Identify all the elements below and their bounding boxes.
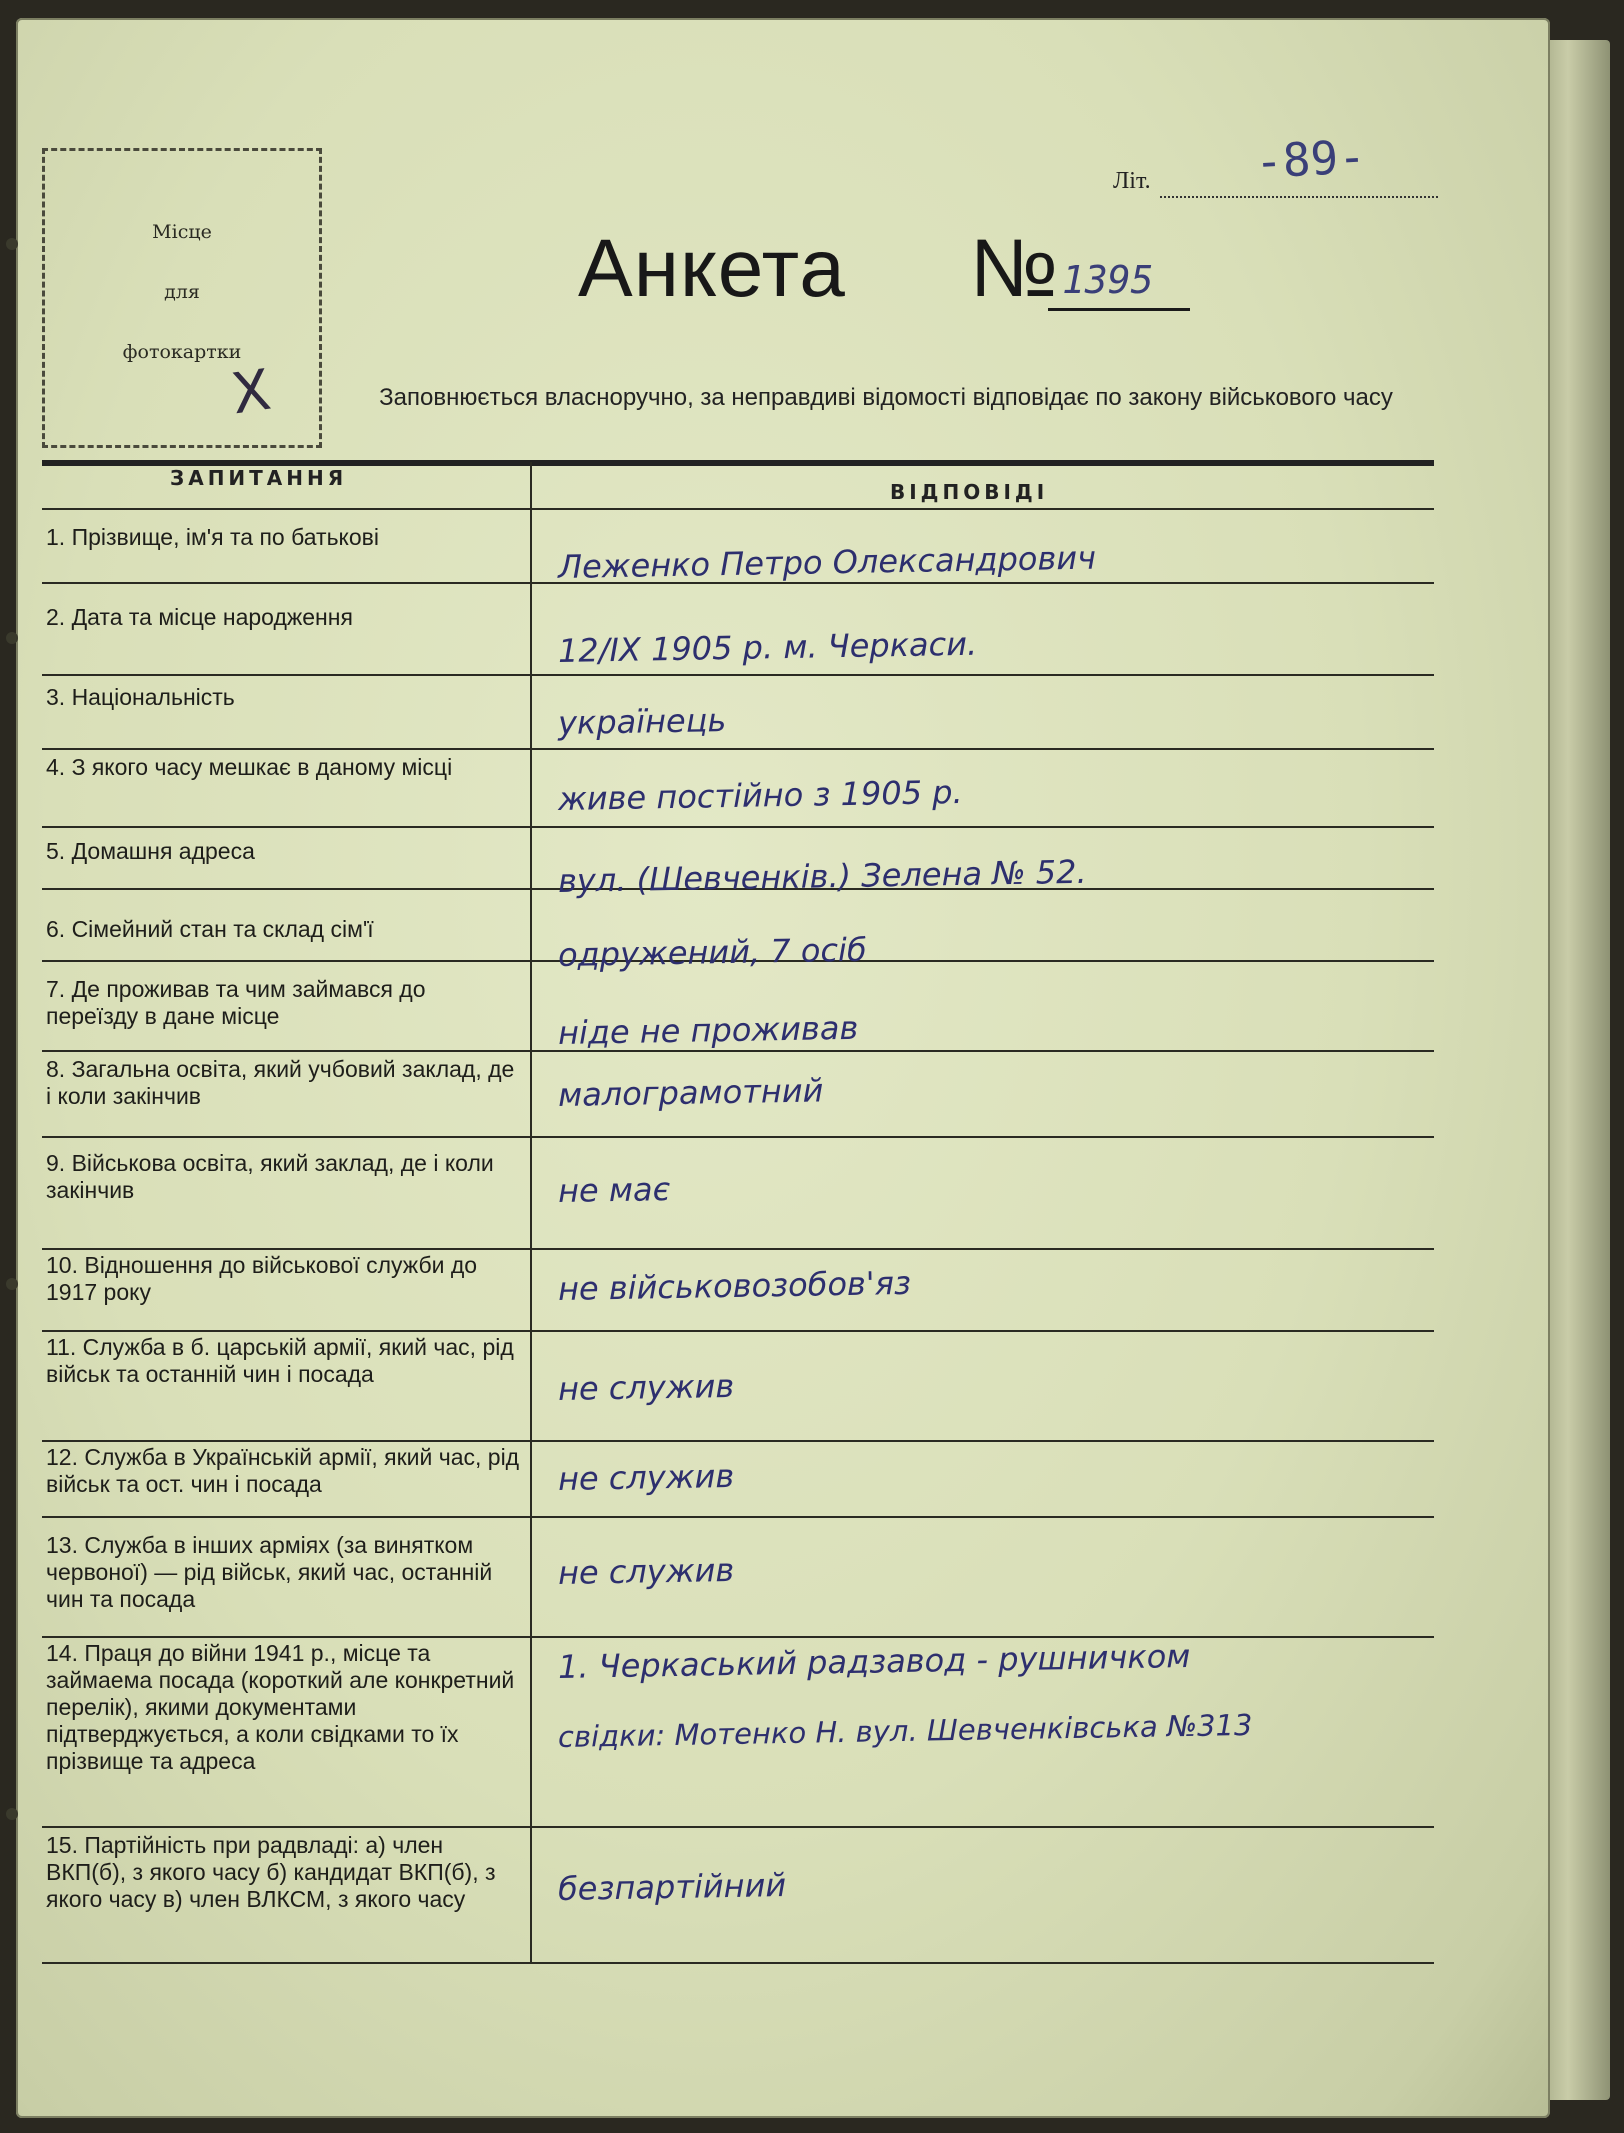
row-rule (42, 1440, 1434, 1442)
column-divider (530, 462, 532, 1962)
answer-14-line1: 1. Черкаський радзавод - рушничком (557, 1636, 1191, 1686)
question-9: 9. Військова освіта, який заклад, де і коли закінчив (46, 1150, 494, 1203)
row-rule (42, 826, 1434, 828)
answer-7: ніде не проживав (557, 1008, 859, 1052)
question-11: 11. Служба в б. царській армії, який час, рід військ та останній чин і посада (46, 1334, 514, 1387)
sheet-label: Літ. (1113, 168, 1151, 194)
answer-8: малограмотний (557, 1071, 824, 1114)
answers-header: ВІДПОВІДІ (890, 480, 1049, 504)
question-5: 5. Домашня адреса (46, 838, 255, 864)
row-rule (42, 1136, 1434, 1138)
row-rule (42, 748, 1434, 750)
answer-12: не служив (557, 1456, 735, 1498)
row-rule (42, 1330, 1434, 1332)
question-15: 15. Партійність при радвладі: а) член ВКП(б), з якого часу б) кандидат ВКП(б), з якого часу в) член ВЛКСМ, з якого часу (46, 1832, 496, 1912)
photo-label-line2: для (164, 281, 200, 303)
answer-5: вул. (Шевченків.) Зелена № 52. (557, 852, 1087, 900)
photo-label-line3: фотокартки (122, 341, 242, 363)
question-6: 6. Сімейний стан та склад сім'ї (46, 916, 374, 942)
page-stack-edge (1540, 40, 1610, 2100)
row-rule (42, 508, 1434, 510)
answer-6: одружений, 7 осіб (557, 930, 867, 974)
number-underline (1048, 308, 1190, 311)
answer-10: не військовозобов'яз (557, 1263, 912, 1308)
binding-hole (6, 1278, 18, 1290)
binding-hole (6, 1808, 18, 1820)
answer-14-line2: свідки: Мотенко Н. вул. Шевченківська №313 (557, 1707, 1253, 1754)
photo-placeholder (42, 148, 322, 448)
question-4: 4. З якого часу мешкає в даному місці (46, 754, 453, 780)
question-10: 10. Відношення до військової служби до 1917 року (46, 1252, 478, 1305)
sheet-number: -89- (1253, 129, 1368, 189)
question-1: 1. Прізвище, ім'я та по батькові (46, 524, 379, 550)
binding-hole (6, 632, 18, 644)
row-rule (42, 674, 1434, 676)
questions-header: ЗАПИТАННЯ (170, 466, 348, 490)
sheet-number-line (1160, 196, 1438, 198)
answer-3: українець (557, 701, 727, 742)
handwritten-x-mark: X (227, 357, 275, 428)
question-8: 8. Загальна освіта, який учбовий заклад, де і коли закінчив (46, 1056, 515, 1109)
row-rule (42, 1826, 1434, 1828)
row-rule (42, 1050, 1434, 1052)
row-rule (42, 1248, 1434, 1250)
question-12: 12. Служба в Українській армії, який час, рід військ та ост. чин і посада (46, 1444, 520, 1497)
table-bottom-rule (42, 1962, 1434, 1964)
answer-4: живе постійно з 1905 р. (557, 772, 963, 818)
binding-hole (6, 238, 18, 250)
answer-13: не служив (557, 1550, 735, 1592)
question-3: 3. Національність (46, 684, 235, 710)
question-2: 2. Дата та місце народження (46, 604, 353, 630)
page-title: Анкета (578, 223, 846, 314)
question-14: 14. Праця до війни 1941 р., місце та займаема посада (короткий але конкретний перелік), якими документами підтверджується, а коли свідками то їх прізвище та адреса (46, 1640, 515, 1774)
answer-9: не має (557, 1170, 671, 1210)
answer-15: безпартійний (557, 1866, 787, 1908)
number-sign: № (970, 223, 1058, 314)
answer-2: 12/IX 1905 р. м. Черкаси. (557, 624, 978, 670)
photo-label-line1: Місце (152, 221, 212, 243)
answer-1: Леженко Петро Олександрович (557, 538, 1097, 586)
question-13: 13. Служба в інших арміях (за винятком червоної) — рід військ, який час, останній чин та посада (46, 1532, 493, 1612)
questionnaire-number: 1395 (1062, 258, 1154, 302)
row-rule (42, 1516, 1434, 1518)
answer-11: не служив (557, 1366, 735, 1408)
question-7: 7. Де проживав та чим займався до переїзду в дане місце (46, 976, 426, 1029)
instructions-subtitle: Заповнюється власноручно, за неправдиві відомості відповідає по закону військового часу (379, 384, 1393, 411)
